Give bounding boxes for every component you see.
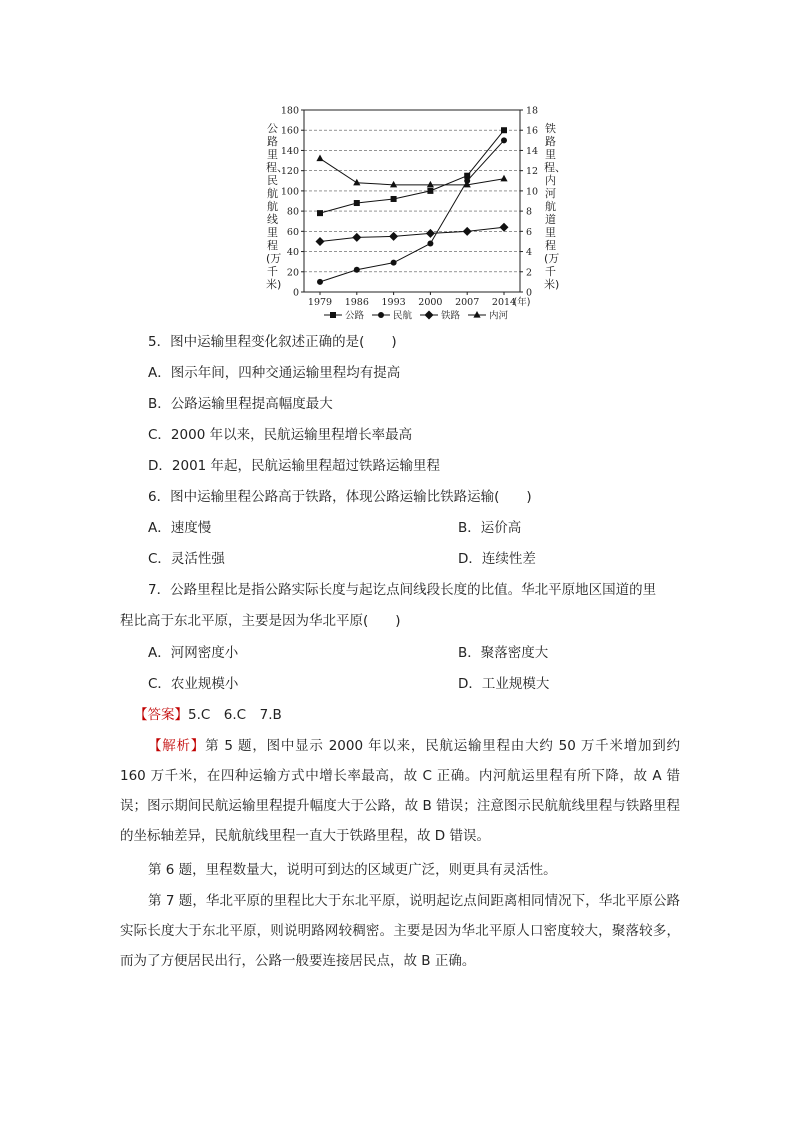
x-unit-label: (年) [513,297,531,308]
legend-label: 公路 [345,310,365,320]
answer-line [134,707,282,723]
q6-option-d: D．连续性差 [458,551,536,567]
marker-circle [427,240,433,246]
legend-label: 内河 [489,310,509,320]
plot-frame [304,110,520,292]
right-tick-label: 0 [526,287,533,299]
marker-circle [317,279,323,285]
x-tick-label: 1986 [344,297,369,308]
right-tick-label: 10 [526,186,539,198]
q5-stem: 5．图中运输里程变化叙述正确的是( ) [148,334,397,350]
marker-diamond [389,232,398,241]
analysis-label: 【解析】 [148,738,206,754]
analysis-paragraph-2: 第 6 题，里程数量大，说明可到达的区域更广泛，则更具有灵活性。 [148,862,557,878]
left-tick-label: 60 [286,226,299,238]
q5-option-b: B．公路运输里程提高幅度最大 [148,396,333,412]
marker-circle [501,137,507,143]
marker-square [330,312,336,318]
marker-triangle [427,181,434,188]
right-axis-label: 铁路里程、内河航道里程(万千米) [544,122,566,291]
left-axis-label: 公路里程、民航航线里程(万千米) [266,122,288,291]
marker-square [427,188,433,194]
legend-label: 民航 [393,310,413,320]
marker-diamond [500,223,509,232]
marker-square [317,210,323,216]
q7-option-a: A．河网密度小 [148,645,239,661]
marker-triangle [390,181,397,188]
left-tick-label: 20 [286,267,299,279]
q6-option-c: C．灵活性强 [148,551,225,567]
marker-diamond [425,311,434,320]
q5-option-c: C．2000 年以来，民航运输里程增长率最高 [148,427,413,443]
right-tick-label: 8 [526,206,533,218]
q6-option-b: B．运价高 [458,520,522,536]
marker-triangle [473,311,480,318]
q7-stem-line1: 7．公路里程比是指公路实际长度与起讫点间线段长度的比值。华北平原地区国道的里 [148,582,657,598]
transport-mileage-chart [262,100,566,320]
answer-text: 5.C 6.C 7.B [188,707,282,723]
q6-stem: 6．图中运输里程公路高于铁路，体现公路运输比铁路运输( ) [148,489,532,505]
right-tick-label: 14 [526,145,539,157]
chart-svg [262,100,552,320]
series-line-square [320,130,504,213]
q5-option-d: D．2001 年起，民航运输里程超过铁路运输里程 [148,458,441,474]
analysis-paragraph-3: 第 7 题，华北平原的里程比大于东北平原，说明起讫点间距离相同情况下，华北平原公路实际长度大于东北平原，则说明路网较稠密。主要是因为华北平原人口密度较大，聚落较多，而为了方便居民出行，公路一般要连接居民点，故 B 正确。 [120,893,680,969]
marker-triangle [353,179,360,186]
left-tick-label: 100 [280,186,299,198]
marker-triangle [316,155,323,162]
marker-square [501,127,507,133]
marker-circle [378,312,384,318]
x-tick-label: 1993 [381,297,406,308]
q5-option-a: A．图示年间，四种交通运输里程均有提高 [148,365,401,381]
left-tick-label: 160 [280,125,299,137]
right-tick-label: 18 [526,105,539,117]
marker-circle [354,267,360,273]
x-tick-label: 2007 [455,297,480,308]
left-tick-label: 180 [280,105,299,117]
right-tick-label: 16 [526,125,539,137]
series-line-diamond [320,227,504,241]
analysis-text-1: 第 5 题，图中显示 2000 年以来，民航运输里程由大约 50 万千米增加到约 160 万千米，在四种运输方式中增长率最高，故 C 正确。内河航运里程有所下降，故 A 错误；图示期间民航运输里程提升幅度大于公路，故 B 错误；注意图示民航航线里程与铁路里程的坐标轴差异，民航航线里程一直大于铁路里程，故 D 错误。 [120,738,681,844]
x-tick-label: 2014 [491,297,517,308]
left-tick-label: 120 [280,166,299,178]
left-tick-label: 0 [292,287,299,299]
x-tick-label: 2000 [418,297,443,308]
q6-option-a: A．速度慢 [148,520,212,536]
right-tick-label: 2 [526,267,533,279]
right-tick-label: 12 [526,166,539,178]
marker-triangle [500,175,507,182]
x-tick-label: 1979 [307,297,333,308]
legend-label: 铁路 [441,310,461,320]
left-tick-label: 40 [286,247,299,259]
marker-diamond [426,229,435,238]
q7-option-b: B．聚落密度大 [458,645,549,661]
analysis-paragraph-1 [120,731,680,851]
marker-diamond [316,237,325,246]
marker-diamond [463,227,472,236]
right-tick-label: 4 [526,247,533,259]
answer-label: 【答案】 [134,707,188,723]
right-tick-label: 6 [526,226,533,238]
series-line-triangle [320,159,504,185]
q7-option-d: D．工业规模大 [458,676,550,692]
marker-square [354,200,360,206]
q7-option-c: C．农业规模小 [148,676,239,692]
left-tick-label: 80 [286,206,299,218]
marker-circle [391,260,397,266]
q7-stem-line2: 程比高于东北平原，主要是因为华北平原( ) [120,613,401,629]
marker-diamond [352,233,361,242]
marker-square [391,196,397,202]
left-tick-label: 140 [280,145,299,157]
